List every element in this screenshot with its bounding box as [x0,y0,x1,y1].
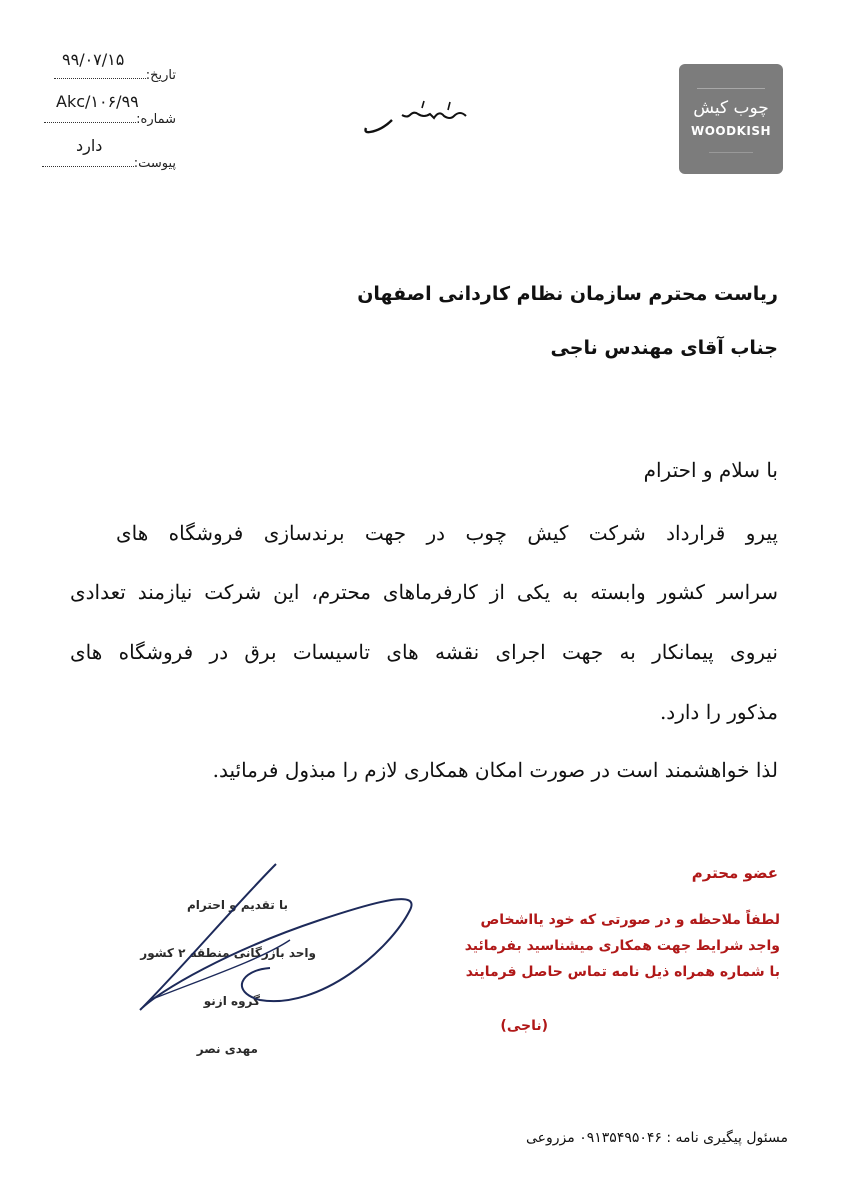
stamp-line-3: گروه ازنو [203,994,260,1008]
note-line-1: لطفاً ملاحظه و در صورتی که خود یااشخاص [480,912,780,928]
handwritten-signature [120,860,440,1030]
logo-text-fa: چوب کیش [693,98,769,118]
addressee-line-1: ریاست محترم سازمان نظام کاردانی اصفهان [357,283,778,305]
greeting: با سلام و احترام [643,458,778,482]
note-signature: (ناجی) [500,1018,548,1034]
body-line-3: نیروی پیمانکار به جهت اجرای نقشه های تاسیسات برق در فروشگاه های [70,640,778,664]
stamp-line-1: با تقدیم و احترام [186,898,288,912]
body-line-5: لذا خواهشمند است در صورت امکان همکاری لازم را مبذول فرمائید. [212,758,778,782]
logo-divider-top [697,88,765,89]
stamp-line-2: واحد بازرگانی منطقه ۲ کشور [140,946,316,960]
logo-text-en: WOODKISH [690,124,772,138]
number-label: شماره: [136,112,176,127]
number-value: Akc/۱۰۶/۹۹ [56,92,139,111]
woodkish-logo [679,64,783,174]
attachment-value: دارد [76,136,103,155]
logo-divider-bottom [709,152,753,153]
attachment-row [44,152,176,171]
date-value: ۹۹/۰۷/۱۵ [62,50,125,69]
note-title: عضو محترم [691,864,778,882]
body-line-1: پیرو قرارداد شرکت کیش چوب در جهت برندسازی فروشگاه های [116,521,778,545]
stamp-line-4: مهدی نصر [196,1042,258,1056]
body-line-4: مذکور را دارد. [659,700,778,724]
bismillah-calligraphy-drawing [362,96,472,140]
date-label: تاریخ: [145,68,176,83]
note-line-2: واجد شرایط جهت همکاری میشناسید بفرمائید [464,938,780,954]
follow-up-contact: مسئول پیگیری نامه : ۰۹۱۳۵۴۹۵۰۴۶ مزروعی [526,1130,788,1146]
addressee-line-2: جناب آقای مهندس ناجی [550,337,778,359]
body-line-2: سراسر کشور وابسته به یکی از کارفرماهای محترم، این شرکت نیازمند تعدادی [70,580,778,604]
note-line-3: با شماره همراه ذیل نامه تماس حاصل فرمایند [465,964,780,980]
attachment-label: پیوست: [133,156,176,171]
